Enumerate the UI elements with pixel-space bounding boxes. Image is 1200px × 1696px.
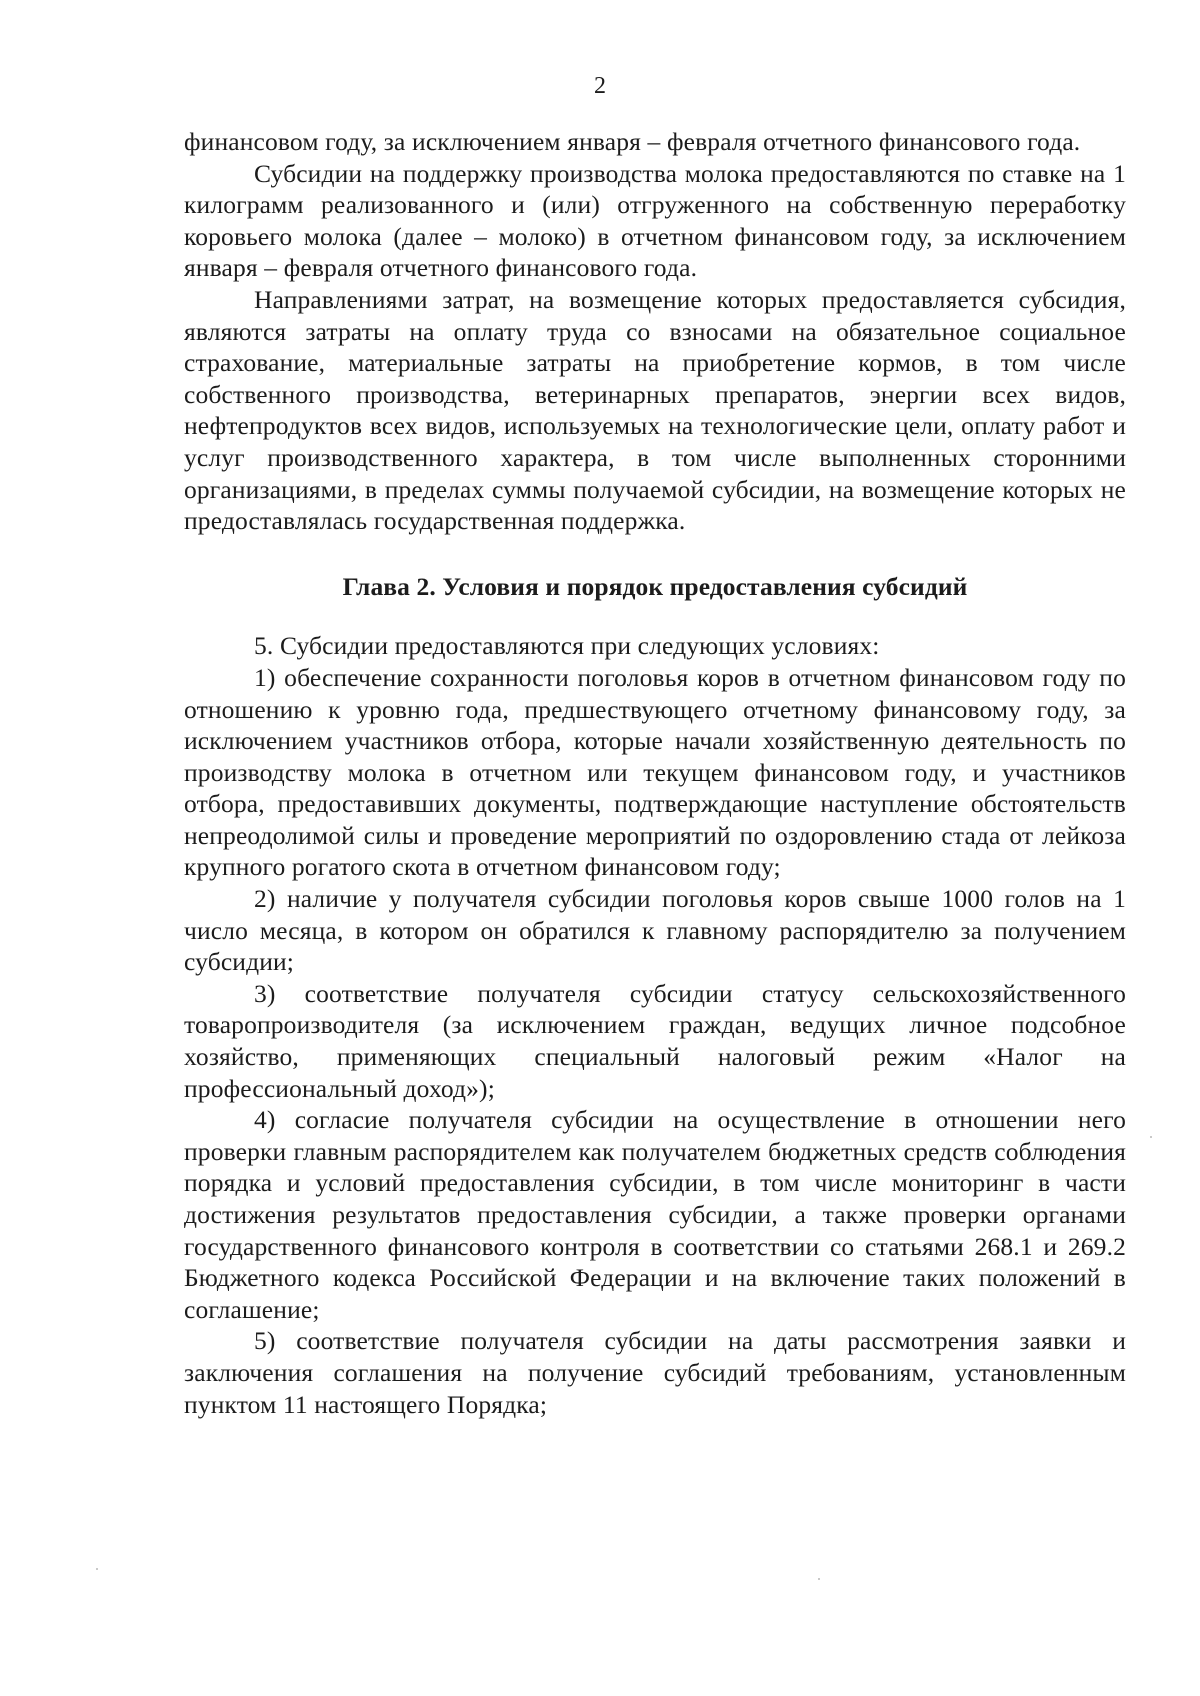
paragraph-conditions-intro: 5. Субсидии предоставляются при следующих условиях:	[254, 631, 880, 661]
paragraph-milk-subsidy-rate: Субсидии на поддержку производства молока предоставляются по ставке на 1 килограмм реализованного и (или) отгруженного на собственную переработку коровьего молока (далее – молоко) в отчетном финансовом году, за исключением января – февраля отчетного финансового года.	[184, 158, 1126, 283]
paragraph-continuation: финансовом году, за исключением января – февраля отчетного финансового года.	[184, 127, 1081, 156]
condition-item-2: 2) наличие у получателя субсидии поголовья коров свыше 1000 голов на 1 число месяца, в котором он обратился к главному распорядителю за получением субсидии;	[184, 884, 1126, 977]
condition-item-3: 3) соответствие получателя субсидии статусу сельскохозяйственного товаропроизводителя (за исключением граждан, ведущих личное подсобное хозяйство, применяющих специальный налоговый режим «Налог на профессиональный доход»);	[184, 978, 1126, 1103]
page-number: 2	[594, 73, 606, 99]
scan-speck	[1150, 1136, 1152, 1138]
condition-item-5: 5) соответствие получателя субсидии на даты рассмотрения заявки и заключения соглашения на получение субсидий требованиям, установленным пунктом 11 настоящего Порядка;	[184, 1326, 1126, 1419]
scan-speck	[96, 1568, 98, 1570]
condition-item-4: 4) согласие получателя субсидии на осуществление в отношении него проверки главным распорядителем как получателем бюджетных средств соблюдения порядка и условий предоставления субсидии, в том числе мониторинг в части достижения результатов предоставления субсидии, а также проверки органами государственного финансового контроля в соответствии со статьями 268.1 и 269.2 Бюджетного кодекса Российской Федерации и на включение таких положений в соглашение;	[184, 1105, 1126, 1324]
page-body	[184, 126, 1126, 1420]
paragraph-cost-directions: Направлениями затрат, на возмещение которых предоставляется субсидия, являются затраты на оплату труда со взносами на обязательное социальное страхование, материальные затраты на приобретение кормов, в том числе собственного производства, ветеринарных препаратов, энергии всех видов, нефтепродуктов всех видов, используемых на технологические цели, оплату работ и услуг производственного характера, в том числе выполненных сторонними организациями, в пределах суммы получаемой субсидии, на возмещение которых не предоставлялась государственная поддержка.	[184, 284, 1126, 536]
chapter-heading: Глава 2. Условия и порядок предоставления субсидий	[342, 571, 968, 601]
scan-speck	[818, 1578, 820, 1580]
condition-item-1: 1) обеспечение сохранности поголовья коров в отчетном финансовом году по отношению к уровню года, предшествующего отчетному финансовому году, за исключением участников отбора, которые начали хозяйственную деятельность по производству молока в отчетном или текущем финансовом году, и участников отбора, предоставивших документы, подтверждающие наступление обстоятельств непреодолимой силы и проведение мероприятий по оздоровлению стада от лейкоза крупного рогатого скота в отчетном финансовом году;	[184, 662, 1126, 882]
